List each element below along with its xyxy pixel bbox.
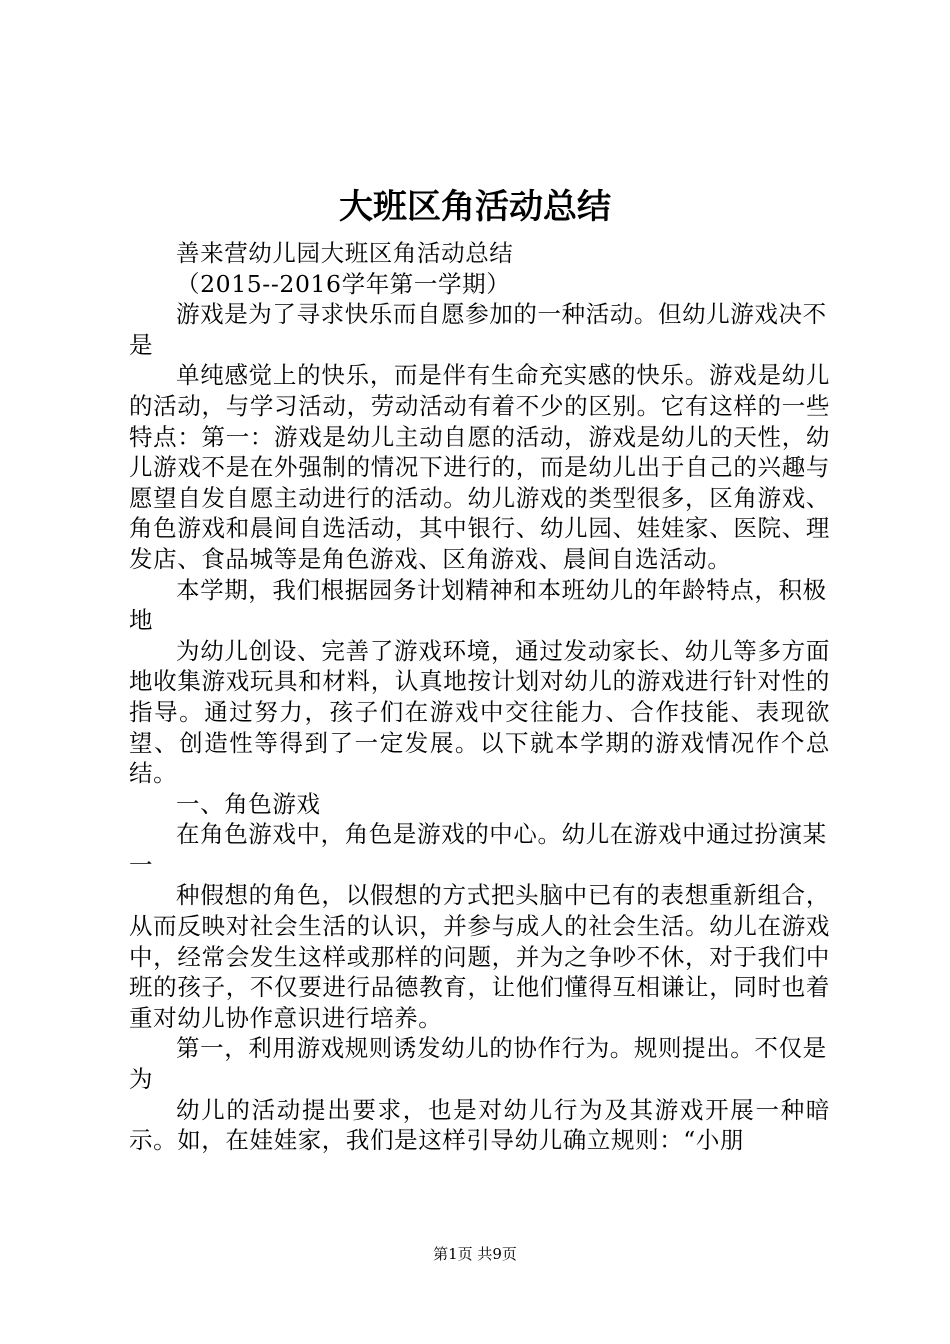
paragraph: 善来营幼儿园大班区角活动总结	[176, 239, 514, 267]
paragraph: 游戏是为了寻求快乐而自愿参加的一种活动。但幼儿游戏决不是	[129, 300, 827, 359]
section-heading: 一、角色游戏	[176, 789, 321, 818]
paragraph: （2015--2016学年第一学期）	[176, 269, 511, 298]
page-footer: 第1页 共9页	[433, 1245, 517, 1263]
paragraph: 本学期，我们根据园务计划精神和本班幼儿的年龄特点，积极地	[129, 575, 827, 635]
document-body	[129, 238, 830, 1156]
paragraph: 第一，利用游戏规则诱发幼儿的协作行为。规则提出。不仅是为	[129, 1034, 827, 1094]
paragraph: 幼儿的活动提出要求，也是对幼儿行为及其游戏开展一种暗示。如，在娃娃家，我们是这样引导幼儿确立规则：“小朋	[129, 1095, 830, 1155]
paragraph: 在角色游戏中，角色是游戏的中心。幼儿在游戏中通过扮演某一	[129, 820, 827, 879]
document-title: 大班区角活动总结	[339, 187, 611, 227]
paragraph: 种假想的角色，以假想的方式把头脑中已有的表想重新组合，从而反映对社会生活的认识，并参与成人的社会生活。幼儿在游戏中，经常会发生这样或那样的问题，并为之争吵不休，对于我们中班的孩子，不仅要进行品德教育，让他们懂得互相谦让，同时也着重对幼儿协作意识进行培养。	[129, 881, 830, 1032]
paragraph: 单纯感觉上的快乐，而是伴有生命充实感的快乐。游戏是幼儿的活动，与学习活动，劳动活动有着不少的区别。它有这样的一些特点：第一：游戏是幼儿主动自愿的活动，游戏是幼儿的天性，幼儿游戏不是在外强制的情况下进行的，而是幼儿出于自己的兴趣与愿望自发自愿主动进行的活动。幼儿游戏的类型很多，区角游戏、角色游戏和晨间自选活动，其中银行、幼儿园、娃娃家、医院、理发店、食品城等是角色游戏、区角游戏、晨间自选活动。	[129, 361, 830, 573]
paragraph: 为幼儿创设、完善了游戏环境，通过发动家长、幼儿等多方面地收集游戏玩具和材料，认真地按计划对幼儿的游戏进行针对性的指导。通过努力，孩子们在游戏中交往能力、合作技能、表现欲望、创造性等得到了一定发展。以下就本学期的游戏情况作个总结。	[129, 636, 830, 788]
